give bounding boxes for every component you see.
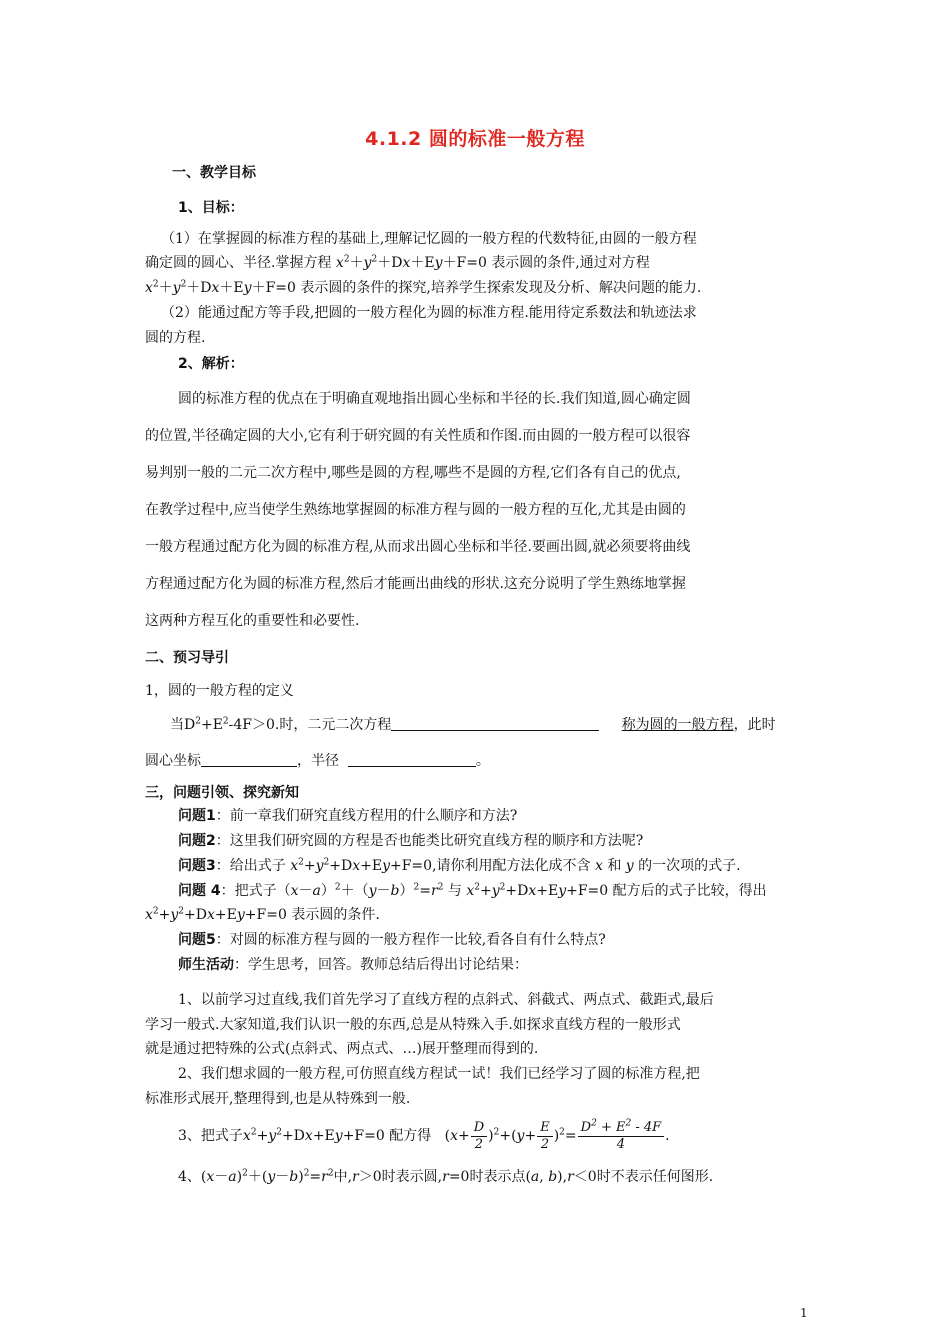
teacher-student-activity: 师生活动：学生思考，回答。教师总结后得出讨论结果： [178,957,528,973]
subheading-goals: 1、目标： [178,200,244,216]
preview-item-1: 1，圆的一般方程的定义 [145,683,294,699]
question-3: 问题3：给出式子 $x^2+y^2+Dx+Ey+F=0$,请你利用配方法化成不含 x 和 y 的一次项的式子. [178,857,741,874]
analysis-line-7: 这两种方程互化的重要性和必要性. [145,613,360,629]
question-5: 问题5：对圆的标准方程与圆的一般方程作一比较,看各自有什么特点? [178,932,606,948]
result-4: 4、$(x-a)^2+(y-b)^2=r^2$中,r＞0时表示圆,r=0时表示点(a, b),r＜0时不表示任何图形. [178,1168,714,1185]
section-heading-inquiry: 三，问题引领、探究新知 [145,785,299,801]
blank-equation[interactable] [391,716,599,731]
analysis-line-1: 圆的标准方程的优点在于明确直观地指出圆心坐标和半径的长.我们知道,圆心确定圆 [178,391,691,407]
analysis-line-3: 易判别一般的二元二次方程中,哪些是圆的方程,哪些不是圆的方程,它们各有自己的优点, [145,465,681,481]
result-2-line-1: 2、我们想求圆的一般方程,可仿照直线方程试一试！我们已经学习了圆的标准方程,把 [178,1066,700,1082]
preview-definition-line-1: 当$D^2+E^2-4F>0$.时，二元二次方程 称为圆的一般方程，此时 [170,716,776,733]
page-number: 1 [800,1306,808,1320]
result-1-line-2: 学习一般式.大家知道,我们认识一般的东西,总是从特殊入手.如探求直线方程的一般形式 [145,1017,681,1033]
blank-radius[interactable] [348,752,476,767]
analysis-line-5: 一般方程通过配方化为圆的标准方程,从而求出圆心坐标和半径.要画出圆,就必须要将曲线 [145,539,691,555]
result-3-formula: 3、把式子$x^2+y^2+Dx+Ey+F=0$ 配方得 (x+ $\frac{D}{2}$ )$^2$+(y+ $\frac{E}{2}$ )$^2$= $\frac{D^2 + E^2 - 4F}{4}$ . [178,1118,670,1152]
fraction-d-over-2: $\frac{D}{2}$ [471,1120,487,1153]
fraction-e-over-2: $\frac{E}{2}$ [537,1120,553,1153]
fraction-discriminant: $\frac{D^2 + E^2 - 4F}{4}$ [578,1120,665,1153]
section-heading-objectives: 一、教学目标 [172,165,256,181]
analysis-line-4: 在教学过程中,应当使学生熟练地掌握圆的标准方程与圆的一般方程的互化,尤其是由圆的 [145,502,686,518]
goal-1-line-2: 确定圆的圆心、半径.掌握方程 $x^2+y^2+Dx+Ey+F=0$ 表示圆的条件,通过对方程 [145,254,650,271]
goal-1-line-3: $x^2+y^2+Dx+Ey+F=0$ 表示圆的条件的探究,培养学生探索发现及分析、解决问题的能力. [145,279,702,296]
goal-2-line-1: （2）能通过配方等手段,把圆的一般方程化为圆的标准方程.能用待定系数法和轨迹法求 [161,305,697,321]
question-1: 问题1：前一章我们研究直线方程用的什么顺序和方法? [178,808,518,824]
goal-1-line-1: （1）在掌握圆的标准方程的基础上,理解记忆圆的一般方程的代数特征,由圆的一般方程 [161,231,697,247]
analysis-line-6: 方程通过配方化为圆的标准方程,然后才能画出曲线的形状.这充分说明了学生熟练地掌握 [145,576,686,592]
analysis-line-2: 的位置,半径确定圆的大小,它有利于研究圆的有关性质和作图.而由圆的一般方程可以很容 [145,428,691,444]
goal-2-line-2: 圆的方程. [145,330,206,346]
preview-definition-line-2: 圆心坐标 ，半径 。 [145,753,490,769]
section-heading-preview: 二、预习导引 [145,650,229,666]
result-1-line-1: 1、以前学习过直线,我们首先学习了直线方程的点斜式、斜截式、两点式、截距式,最后 [178,992,714,1008]
page-title: 4.1.2 圆的标准一般方程 [365,128,585,150]
result-1-line-3: 就是通过把特殊的公式(点斜式、两点式、…)展开整理而得到的. [145,1041,539,1057]
question-4-line-1: 问题 4：把式子$(x-a)^2+(y-b)^2=r^2$ 与 $x^2+y^2+Dx+Ey+F=0$ 配方后的式子比较，得出 [178,882,767,899]
question-4-line-2: $x^2+y^2+Dx+Ey+F=0$ 表示圆的条件. [145,906,380,923]
blank-center[interactable] [201,752,297,767]
question-2: 问题2：这里我们研究圆的方程是否也能类比研究直线方程的顺序和方法呢? [178,833,644,849]
subheading-analysis: 2、解析： [178,356,244,372]
result-2-line-2: 标准形式展开,整理得到,也是从特殊到一般. [145,1091,411,1107]
